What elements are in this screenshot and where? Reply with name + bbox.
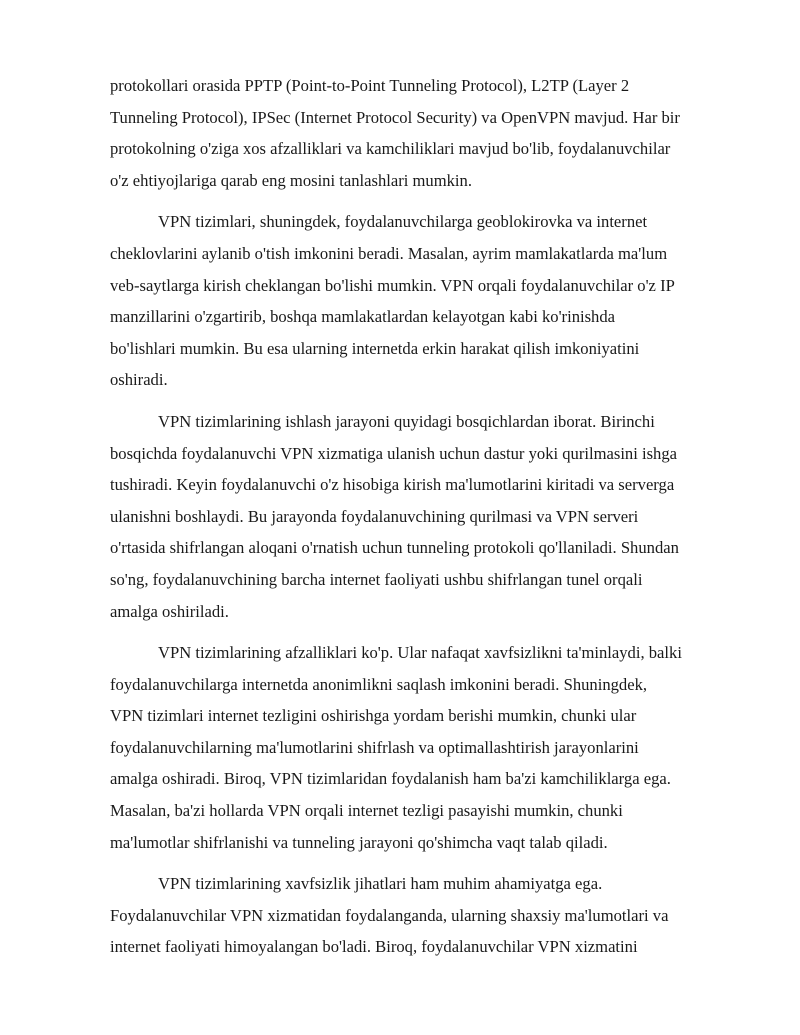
text-line: o'rtasida shifrlangan aloqani o'rnatish uchun tunneling protokoli qo'llaniladi. Shundan bbox=[110, 538, 679, 558]
text-line: amalga oshiriladi. bbox=[110, 601, 229, 621]
text-line: manzillarini o'zgartirib, boshqa mamlakatlardan kelayotgan kabi ko'rinishda bbox=[110, 307, 616, 327]
text-line: protokollari orasida PPTP (Point-to-Point Tunneling Protocol), L2TP (Layer 2 bbox=[110, 76, 630, 95]
text-line: VPN tizimlarining afzalliklari ko'p. Ular nafaqat xavfsizlikni ta'minlaydi, balki bbox=[158, 643, 682, 663]
text-line: o'z ehtiyojlariga qarab eng mosini tanlashlari mumkin. bbox=[110, 170, 472, 190]
text-line: VPN tizimlari, shuningdek, foydalanuvchilarga geoblokirovka va internet bbox=[158, 212, 648, 232]
text-line: ma'lumotlar shifrlanishi va tunneling jarayoni qo'shimcha vaqt talab qiladi. bbox=[110, 832, 608, 852]
text-line: oshiradi. bbox=[110, 370, 168, 390]
paragraph-advantages bbox=[110, 637, 740, 858]
paragraph-geoblocking bbox=[110, 206, 740, 396]
paragraph-workflow bbox=[110, 406, 740, 627]
text-line: foydalanuvchilarning ma'lumotlarini shifrlash va optimallashtirish jarayonlarini bbox=[110, 737, 639, 757]
text-line: ulanishni boshlaydi. Bu jarayonda foydalanuvchining qurilmasi va VPN serveri bbox=[110, 506, 639, 526]
text-line: bosqichda foydalanuvchi VPN xizmatiga ulanish uchun dastur yoki qurilmasini ishga bbox=[110, 443, 678, 463]
text-line: foydalanuvchilarga internetda anonimlikni saqlash imkonini beradi. Shuningdek, bbox=[110, 674, 648, 694]
text-line: tushiradi. Keyin foydalanuvchi o'z hisobiga kirish ma'lumotlarini kiritadi va serverga bbox=[110, 475, 675, 495]
text-line: VPN tizimlarining xavfsizlik jihatlari ham muhim ahamiyatga ega. bbox=[158, 874, 603, 894]
text-line: VPN tizimlarining ishlash jarayoni quyidagi bosqichlardan iborat. Birinchi bbox=[158, 411, 655, 431]
text-line: cheklovlarini aylanib o'tish imkonini beradi. Masalan, ayrim mamlakatlarda ma'lum bbox=[110, 243, 668, 263]
text-line: VPN tizimlari internet tezligini oshirishga yordam berishi mumkin, chunki ular bbox=[110, 706, 637, 726]
text-line: internet faoliyati himoyalangan bo'ladi. Biroq, foydalanuvchilar VPN xizmatini bbox=[110, 937, 638, 957]
paragraph-protocols bbox=[110, 70, 740, 196]
text-line: protokolning o'ziga xos afzalliklari va kamchiliklari mavjud bo'lib, foydalanuvchilar bbox=[110, 139, 671, 159]
text-line: Masalan, ba'zi hollarda VPN orqali internet tezligi pasayishi mumkin, chunki bbox=[110, 801, 623, 821]
text-line: so'ng, foydalanuvchining barcha internet faoliyati ushbu shifrlangan tunel orqali bbox=[110, 569, 643, 589]
text-line: veb-saytlarga kirish cheklangan bo'lishi mumkin. VPN orqali foydalanuvchilar o'z IP bbox=[110, 275, 675, 295]
text-line: amalga oshiradi. Biroq, VPN tizimlaridan foydalanish ham ba'zi kamchiliklarga ega. bbox=[110, 769, 671, 789]
text-line: Foydalanuvchilar VPN xizmatidan foydalanganda, ularning shaxsiy ma'lumotlari va bbox=[110, 905, 669, 925]
document-page bbox=[110, 70, 740, 973]
text-line: bo'lishlari mumkin. Bu esa ularning internetda erkin harakat qilish imkoniyatini bbox=[110, 338, 640, 358]
paragraph-security bbox=[110, 868, 740, 963]
text-line: Tunneling Protocol), IPSec (Internet Protocol Security) va OpenVPN mavjud. Har bir bbox=[110, 107, 680, 127]
